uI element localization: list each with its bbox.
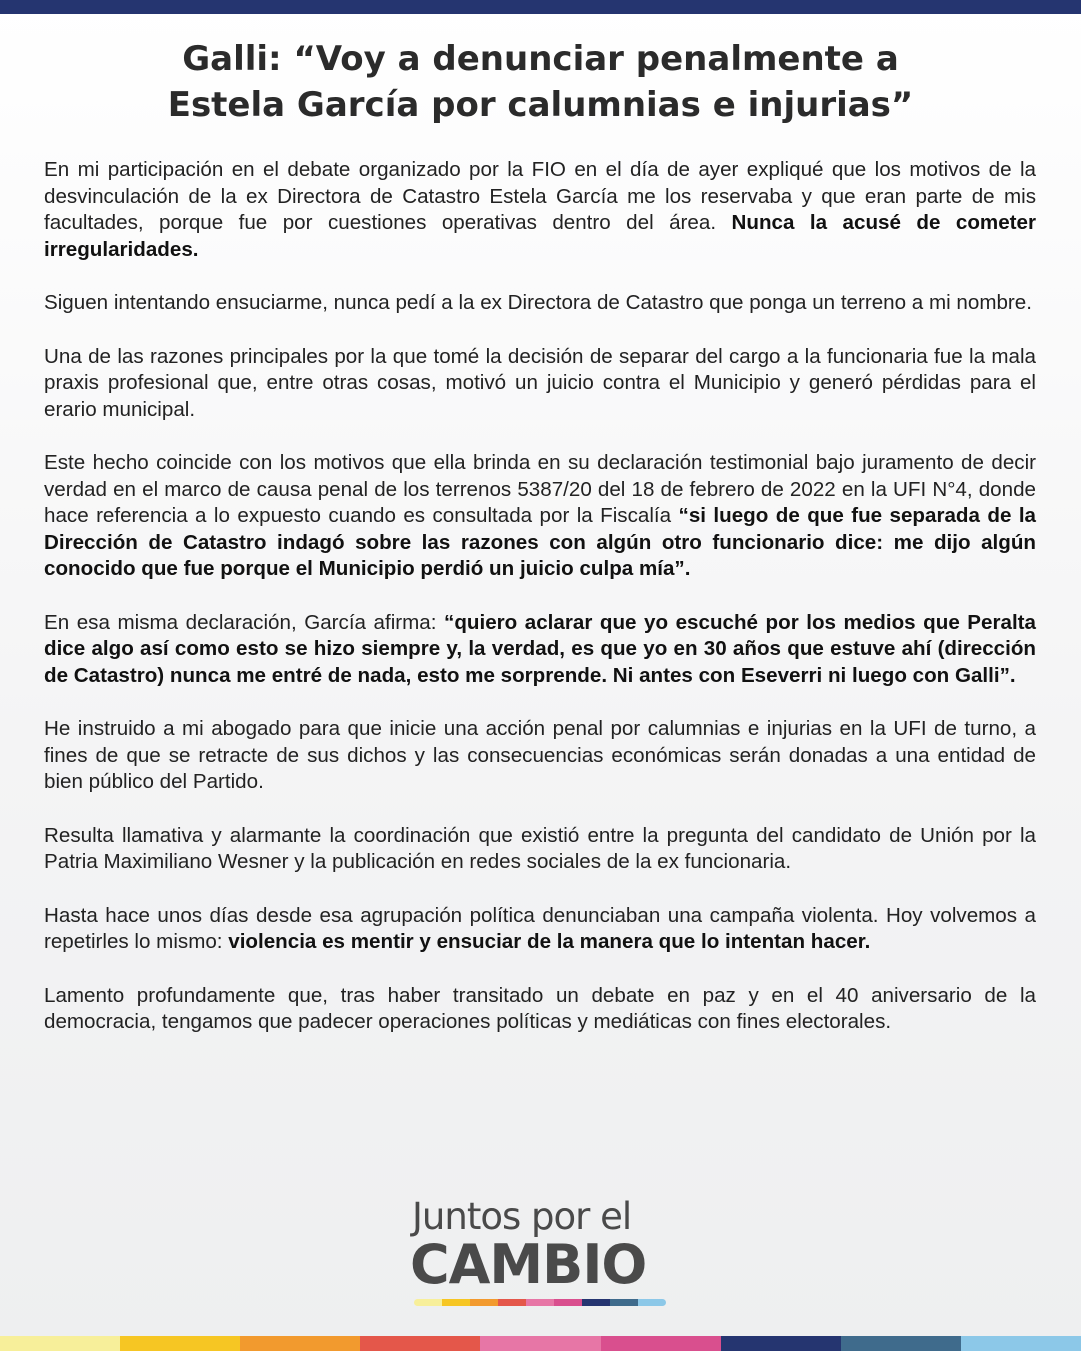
logo-stripe-segment-7 (582, 1299, 610, 1306)
paragraph-9 (44, 983, 1036, 1036)
top-bar (0, 0, 1081, 14)
bottom-stripe-segment-5 (480, 1336, 600, 1351)
logo-stripe-segment-8 (610, 1299, 638, 1306)
logo-stripe-segment-6 (554, 1299, 582, 1306)
logo-line-1: Juntos por el (412, 1195, 632, 1238)
bottom-stripe-segment-2 (120, 1336, 240, 1351)
paragraph-1-bold: Nunca la acusé de cometer irregularidades. (44, 211, 1036, 261)
juntos-por-el-cambio-logo (412, 1194, 672, 1310)
bottom-stripe-segment-4 (360, 1336, 480, 1351)
bottom-stripe-segment-1 (0, 1336, 120, 1351)
logo-stripe-segment-2 (442, 1299, 470, 1306)
paragraph-3-text: Una de las razones principales por la que tomé la decisión de separar del cargo a la funcionaria fue la mala praxis profesional que, entre otras cosas, motivó un juicio contra el Municipio y generó pérdidas para el erario municipal. (44, 344, 1036, 421)
paragraph-7-text: Resulta llamativa y alarmante la coordinación que existió entre la pregunta del candidato de Unión por la Patria Maximiliano Wesner y la publicación en redes sociales de la ex funcionaria. (44, 823, 1036, 873)
paragraph-1 (44, 157, 1036, 263)
paragraph-5-bold: “quiero aclarar que yo escuché por los medios que Peralta dice algo así como esto se hizo siempre y, la verdad, es que yo en 30 años que estuve ahí (dirección de Catastro) nunca me entré de nada, esto me sorprende. Ni antes con Eseverri ni luego con Galli”. (44, 610, 1036, 687)
paragraph-8 (44, 903, 1036, 956)
paragraph-8-text: Hasta hace unos días desde esa agrupación política denunciaban una campaña violenta. Hoy volvemos a repetirles lo mismo: (44, 903, 1036, 953)
paragraph-1-text: En mi participación en el debate organizado por la FIO en el día de ayer expliqué que los motivos de la desvinculación de la ex Directora de Catastro Estela García me los reservaba y que eran parte de mis facultades, porque fue por cuestiones operativas dentro del área. (44, 158, 1036, 234)
paragraph-4 (44, 450, 1036, 583)
paragraph-5 (44, 610, 1036, 690)
bottom-stripe-segment-7 (721, 1336, 841, 1351)
paragraph-4-bold: “si luego de que fue separada de la Dirección de Catastro indagó sobre las razones con algún otro funcionario dice: me dijo algún conocido que fue porque el Municipio perdió un juicio culpa mía”. (44, 504, 1036, 580)
bottom-stripe-segment-6 (601, 1336, 721, 1351)
logo-stripe-segment-5 (526, 1299, 554, 1306)
logo-stripe-segment-1 (414, 1299, 442, 1306)
paragraph-6-text: He instruido a mi abogado para que inicie una acción penal por calumnias e injurias en la UFI de turno, a fines de que se retracte de sus dichos y las consecuencias económicas serán donadas a una entidad de bien público del Partido. (44, 717, 1036, 793)
title-line-2: Estela García por calumnias e injurias” (167, 85, 914, 125)
logo-color-stripe (414, 1299, 666, 1306)
page-title (60, 36, 1021, 128)
bottom-stripe-segment-8 (841, 1336, 961, 1351)
logo-stripe-segment-4 (498, 1299, 526, 1306)
logo-stripe-segment-3 (470, 1299, 498, 1306)
paragraph-6 (44, 716, 1036, 796)
statement-body (44, 157, 1036, 1063)
bottom-stripe-segment-9 (961, 1336, 1081, 1351)
paragraph-5-text: En esa misma declaración, García afirma: (44, 610, 445, 634)
paragraph-3 (44, 344, 1036, 424)
paragraph-8-bold: violencia es mentir y ensuciar de la manera que lo intentan hacer. (228, 930, 871, 953)
paragraph-7 (44, 823, 1036, 876)
bottom-color-stripe (0, 1336, 1081, 1351)
title-line-1: Galli: “Voy a denunciar penalmente a (182, 39, 899, 79)
logo-line-2: CAMBIO (410, 1233, 647, 1296)
logo-stripe-segment-9 (638, 1299, 666, 1306)
paragraph-2 (44, 290, 1036, 317)
paragraph-4-text: Este hecho coincide con los motivos que ella brinda en su declaración testimonial bajo juramento de decir verdad en el marco de causa penal de los terrenos 5387/20 del 18 de febrero de 2022 en la UFI N°4, donde hace referencia a lo expuesto cuando es consultada por la Fiscalía (44, 451, 1036, 527)
paragraph-2-text: Siguen intentando ensuciarme, nunca pedí a la ex Directora de Catastro que ponga un terreno a mi nombre. (44, 291, 1032, 314)
bottom-stripe-segment-3 (240, 1336, 360, 1351)
paragraph-9-text: Lamento profundamente que, tras haber transitado un debate en paz y en el 40 aniversario de la democracia, tengamos que padecer operaciones políticas y mediáticas con fines electorales. (44, 983, 1036, 1033)
